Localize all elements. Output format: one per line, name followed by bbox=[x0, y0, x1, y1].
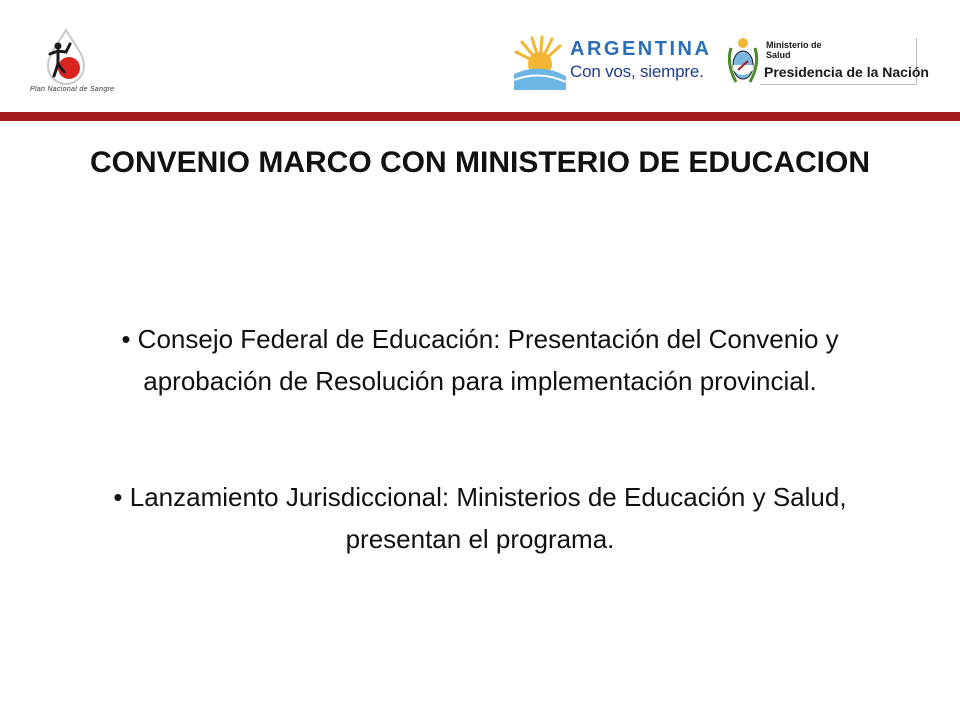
plan-nacional-de-sangre-logo bbox=[26, 26, 126, 98]
slide-title: CONVENIO MARCO CON MINISTERIO DE EDUCACION bbox=[89, 146, 871, 179]
ministry-presidency: Presidencia de la Nación bbox=[764, 64, 929, 80]
header bbox=[0, 0, 960, 112]
pns-logo-text: Plan Nacional de Sangre bbox=[30, 86, 115, 93]
ministry-line2: Salud bbox=[766, 50, 791, 60]
blood-drop-icon bbox=[36, 26, 96, 86]
bullet-lanzamiento-jurisdiccional: • Lanzamiento Jurisdiccional: Ministerios de Educación y Salud, presentan el programa. bbox=[113, 482, 847, 554]
ministerio-salud-logo bbox=[726, 34, 929, 90]
header-divider-bar bbox=[0, 112, 960, 121]
coat-of-arms-icon bbox=[726, 34, 760, 88]
argentina-title: ARGENTINA bbox=[570, 38, 712, 60]
bullet-consejo-federal: • Consejo Federal de Educación: Presentación del Convenio y aprobación de Resolución para implementación provincial. bbox=[121, 324, 839, 396]
ministry-line1: Ministerio de bbox=[766, 40, 822, 50]
argentina-tagline: Con vos, siempre. bbox=[570, 62, 704, 81]
sun-icon bbox=[512, 34, 568, 90]
argentina-logo bbox=[512, 34, 712, 90]
